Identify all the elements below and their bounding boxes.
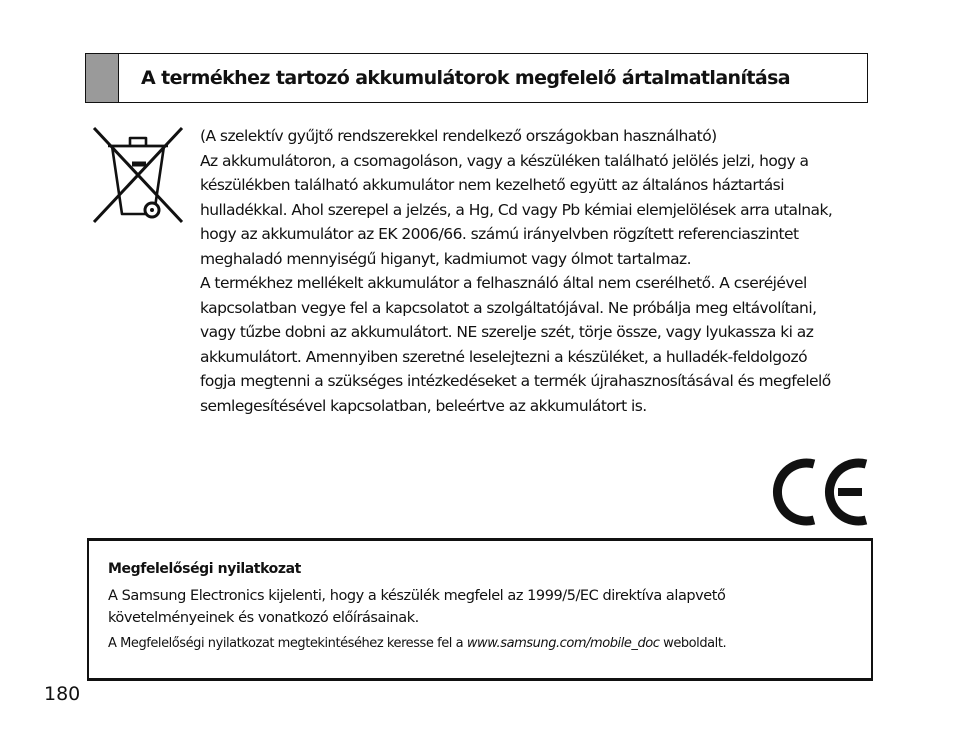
conformity-declaration-box — [87, 538, 873, 681]
declaration-note-before: A Megfelelőségi nyilatkozat megtekintéséhez keresse fel a — [108, 636, 467, 651]
paragraph-scope: (A szelektív gyűjtő rendszerekkel rendelkező országokban használható) — [200, 127, 717, 145]
declaration-note-after: weboldalt. — [659, 636, 727, 651]
battery-disposal-text — [200, 124, 840, 418]
page-number: 180 — [44, 683, 81, 705]
paragraph-marking: Az akkumulátoron, a csomagoláson, vagy a készüléken található jelölés jelzi, hogy a készülékben található akkumulátor nem kezelhető együtt az általános háztartási hulladékkal. Ahol szerepel a jelzés, a Hg, Cd vagy Pb kémiai elemjelölések arra utalnak, hogy az akkumulátor az EK 2006/66. számú irányelvben rögzített referenciaszintet meghaladó mennyiségű higanyt, kadmiumot vagy ólmot tartalmaz. — [200, 151, 833, 268]
declaration-title: Megfelelőségi nyilatkozat — [108, 561, 301, 577]
header-color-swatch — [86, 54, 119, 102]
declaration-text: A Samsung Electronics kijelenti, hogy a készülék megfelel az 1999/5/EC direktíva alapvető követelményeinek és vonatkozó előírásainak. — [108, 588, 726, 626]
samsung-doc-link[interactable]: www.samsung.com/mobile_doc — [466, 636, 660, 651]
section-title: A termékhez tartozó akkumulátorok megfelelő ártalmatlanítása — [141, 67, 791, 89]
ce-mark-icon — [768, 458, 872, 526]
section-header — [85, 53, 868, 103]
declaration-note — [108, 636, 871, 651]
paragraph-replacement: A termékhez mellékelt akkumulátor a felhasználó által nem cserélhető. A cseréjével kapcsolatban vegye fel a kapcsolatot a szolgáltatójával. Ne próbálja meg eltávolítani, vagy tűzbe dobni az akkumulátort. NE szerelje szét, törje össze, vagy lyukassza ki az akkumulátort. Amennyiben szeretné leselejtezni a készüléket, a hulladék-feldolgozó fogja megtenni a szükséges intézkedéseket a termék újrahasznosításával és megfelelő semlegesítésével kapcsolatban, beleértve az akkumulátort is. — [200, 274, 831, 415]
crossed-out-wheelie-bin-icon — [90, 124, 186, 224]
